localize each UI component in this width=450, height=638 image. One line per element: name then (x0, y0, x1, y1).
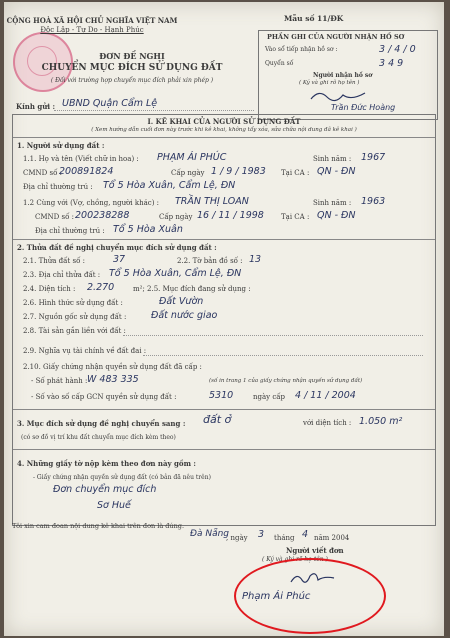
s3-area-label: với diện tích : (303, 419, 352, 427)
title-line1: ĐƠN ĐỀ NGHỊ (99, 51, 165, 61)
signing-place: Đà Nẵng (190, 529, 230, 539)
cert-date-value: 4 / 11 / 2004 (295, 390, 356, 401)
s1-spouse-birth-label: Sinh năm : (313, 199, 352, 207)
s4-item1: - Giấy chứng nhận quyền sử dụng đất (có bản đã nêu trên) (33, 474, 211, 481)
writer-hint: ( Ký và ghi rõ họ tên ) (262, 556, 328, 563)
s1-birth-label: Sinh năm : (313, 155, 352, 163)
s2-origin-label: 2.7. Nguồn gốc sử dụng đất : (23, 313, 127, 321)
signing-day: 3 (258, 529, 265, 540)
s1-name-value: PHẠM ÁI PHÚC (157, 152, 227, 163)
s3-title: 3. Mục đích sử dụng đề nghị chuyển sang : (17, 419, 186, 428)
cert-issued-label: - Số phát hành : (31, 377, 88, 385)
writer-name: Phạm Ái Phúc (242, 591, 311, 602)
s2-origin-value: Đất nước giao (151, 310, 218, 321)
s1-addr-value: Tổ 5 Hòa Xuân, Cẩm Lệ, ĐN (103, 180, 236, 191)
s1-spouse-id-label: CMND số : (35, 213, 74, 221)
s1-id-value: 200891824 (59, 166, 114, 177)
book-value: 3 4 9 (379, 58, 404, 69)
s4-hand1: Đơn chuyển mục đích (53, 484, 157, 495)
s1-issued-label: Cấp ngày (171, 169, 205, 177)
cert-book-label: - Số vào số cấp GCN quyền sử dụng đất : (31, 393, 177, 401)
entry-value: 3 / 4 / 0 (379, 44, 416, 55)
s2-map-label: 2.2. Tờ bản đồ số : (177, 257, 243, 265)
commitment: Tôi xin cam đoan nội dung kê khai trên đơn là đúng. (12, 522, 185, 530)
s1-spouse-birth-value: 1963 (361, 196, 386, 207)
day-label: , ngày (226, 534, 248, 542)
s4-title: 4. Những giấy tờ nộp kèm theo đơn này gồm : (17, 459, 197, 468)
s4-hand2: Sơ Huế (97, 500, 131, 511)
s1-spouse-addr-label: Địa chỉ thường trú : (35, 227, 105, 235)
book-label: Quyển số (265, 60, 294, 67)
s1-spouse-issuer-label: Tại CA : (281, 213, 310, 221)
s1-birth-value: 1967 (361, 152, 386, 163)
s3-value: đất ở (203, 413, 232, 426)
cert-issued-value: W 483 335 (87, 374, 139, 385)
s1-title: 1. Người sử dụng đất : (17, 141, 105, 150)
s1-issuer-label: Tại CA : (281, 169, 310, 177)
republic-heading: CỘNG HOÀ XÃ HỘI CHỦ NGHĨA VIỆT NAM (6, 16, 178, 25)
cert-book-value: 5310 (209, 390, 234, 401)
title-note: ( Đối với trường hợp chuyển mục đích phải xin phép ) (50, 77, 214, 84)
signing-month: 4 (302, 529, 309, 540)
year-label: năm 2004 (314, 534, 350, 542)
receiver-hint: ( Ký và ghi rõ họ tên ) (299, 80, 360, 86)
addressee-label: Kính gửi : (16, 102, 56, 111)
s1-spouse-issuer-value: QN - ĐN (317, 210, 356, 221)
s2-title: 2. Thửa đất đề nghị chuyển mục đích sử dụng đất : (17, 243, 217, 252)
cert-issued-note: (số in trang 1 của giấy chứng nhận quyền sử dụng đất) (209, 378, 363, 384)
s1-spouse-issued-value: 16 / 11 / 1998 (197, 210, 264, 221)
s2-assets-label: 2.8. Tài sản gắn liền với đất : (23, 327, 126, 335)
s1-addr-label: Địa chỉ thường trú : (23, 183, 93, 191)
s1-spouse-label: 1.2 Cùng với (Vợ, chồng, người khác) : (23, 199, 160, 207)
addressee-value: UBND Quận Cẩm Lệ (62, 98, 158, 109)
receiver-label: Người nhận hồ sơ (313, 72, 373, 79)
finance-label: 2.9. Nghĩa vụ tài chính về đất đai : (23, 347, 147, 355)
s2-parcel-label: 2.1. Thửa đất số : (23, 257, 85, 265)
section-i-box (12, 114, 436, 526)
cert-label: 2.10. Giấy chứng nhận quyền sử dụng đất đã cấp : (23, 363, 202, 371)
form-code: Mẫu số 11/ĐK (284, 14, 344, 23)
s2-area-unit: m²; 2.5. Mục đích đang sử dụng : (133, 285, 251, 293)
application-form-page (4, 2, 444, 636)
red-highlight-circle (234, 558, 386, 634)
motto: Độc Lập - Tự Do - Hạnh Phúc (40, 26, 144, 34)
entry-label: Vào sổ tiếp nhận hồ sơ : (265, 46, 338, 53)
s1-spouse-id-value: 200238288 (75, 210, 130, 221)
s1-name-label: 1.1. Họ và tên (Viết chữ in hoa) : (23, 155, 139, 163)
cert-date-label: ngày cấp (253, 393, 286, 401)
receipt-box-title: PHẦN GHI CỦA NGƯỜI NHẬN HỒ SƠ (267, 33, 405, 41)
s2-area-value: 2.270 (87, 282, 115, 293)
s2-map-value: 13 (249, 254, 262, 265)
month-label: tháng (274, 534, 295, 542)
s2-parcel-value: 37 (113, 254, 126, 265)
s2-addr-label: 2.3. Địa chỉ thửa đất : (23, 271, 101, 279)
s2-form-value: Đất Vườn (159, 296, 204, 307)
s2-form-label: 2.6. Hình thức sử dụng đất : (23, 299, 123, 307)
s1-id-label: CMND số : (23, 169, 62, 177)
writer-label: Người viết đơn (286, 546, 344, 555)
receipt-box (258, 30, 438, 120)
section-i-title: I. KÊ KHAI CỦA NGƯỜI SỬ DỤNG ĐẤT (147, 117, 301, 126)
s1-spouse-issued-label: Cấp ngày (159, 213, 193, 221)
title-line2: CHUYỂN MỤC ĐÍCH SỬ DỤNG ĐẤT (41, 63, 223, 73)
s1-issuer-value: QN - ĐN (317, 166, 356, 177)
s3-area-value: 1.050 m² (359, 416, 403, 427)
s2-addr-value: Tổ 5 Hòa Xuân, Cẩm Lệ, ĐN (109, 268, 242, 279)
s1-spouse-value: TRẦN THỊ LOAN (175, 196, 249, 207)
s1-issued-value: 1 / 9 / 1983 (211, 166, 266, 177)
s2-area-label: 2.4. Diện tích : (23, 285, 76, 293)
s3-note: (có sơ đồ vị trí khu đất chuyển mục đích kèm theo) (21, 434, 176, 441)
s1-spouse-addr-value: Tổ 5 Hòa Xuân (113, 224, 183, 235)
section-i-note: ( Xem hướng dẫn cuối đơn này trước khi kê khai, không tẩy xóa, sửa chữa nội dung đã kê khai ) (91, 127, 357, 133)
receiver-name: Trần Đức Hoàng (331, 103, 396, 112)
